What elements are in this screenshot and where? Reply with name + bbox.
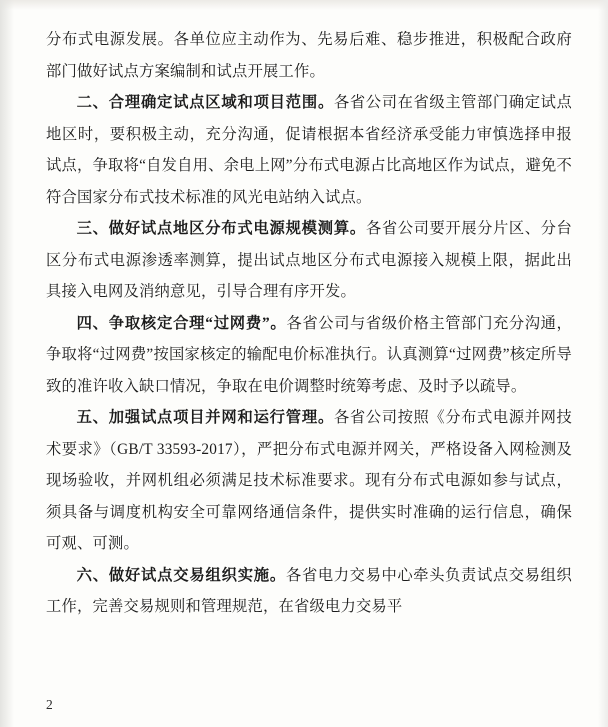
paragraph-2-heading: 二、合理确定试点区域和项目范围。 <box>76 94 335 111</box>
paragraph-5 <box>46 402 572 560</box>
paragraph-3-heading: 三、做好试点地区分布式电源规模测算。 <box>76 220 366 237</box>
paragraph-4-heading: 四、争取核定合理“过网费”。 <box>76 314 287 332</box>
paragraph-1-text: 分布式电源发展。各单位应主动作为、先易后难、稳步推进，积极配合政府部门做好试点方案编制和试点开展工作。 <box>46 31 572 80</box>
paragraph-5-heading: 五、加强试点项目并网和运行管理。 <box>76 409 335 426</box>
paragraph-6 <box>46 560 572 623</box>
document-body <box>46 24 572 623</box>
paragraph-4 <box>46 308 572 403</box>
scan-edge-right <box>598 0 608 727</box>
paragraph-3-text: 各省公司要开展分片区、分台区分布式电源渗透率测算，提出试点地区分布式电源接入规模上限，据此出具接入电网及消纳意见，引导合理有序开发。 <box>46 220 573 300</box>
page-number: 2 <box>46 697 53 712</box>
paragraph-4-text: 各省公司与省级价格主管部门充分沟通，争取将“过网费”按国家核定的输配电价标准执行。认真测算“过网费”核定所导致的准许收入缺口情况，争取在电价调整时统筹考虑、及时予以疏导。 <box>46 314 572 395</box>
paragraph-2-text: 各省公司在省级主管部门确定试点地区时，要积极主动，充分沟通，促请根据本省经济承受能力审慎选择申报试点，争取将“自发自用、余电上网”分布式电源占比高地区作为试点，避免不符合国家分布式技术标准的风光电站纳入试点。 <box>46 94 572 206</box>
scan-edge-left <box>0 0 14 727</box>
scan-edge-top <box>0 0 608 10</box>
paragraph-6-heading: 六、做好试点交易组织实施。 <box>76 566 287 584</box>
paragraph-2 <box>46 87 572 213</box>
paragraph-5-text: 各省公司按照《分布式电源并网技术要求》（GB/T 33593-2017），严把分布式电源并网关，严格设备入网检测及现场验收，并网机组必须满足技术标准要求。现有分布式电源如参与试点，须具备与调度机构安全可靠网络通信条件，提供实时准确的运行信息，确保可观、可测。 <box>46 409 572 552</box>
paragraph-1 <box>46 24 572 87</box>
paragraph-3 <box>46 213 572 308</box>
paragraph-6-text: 各省电力交易中心牵头负责试点交易组织工作，完善交易规则和管理规范，在省级电力交易平 <box>46 566 572 615</box>
